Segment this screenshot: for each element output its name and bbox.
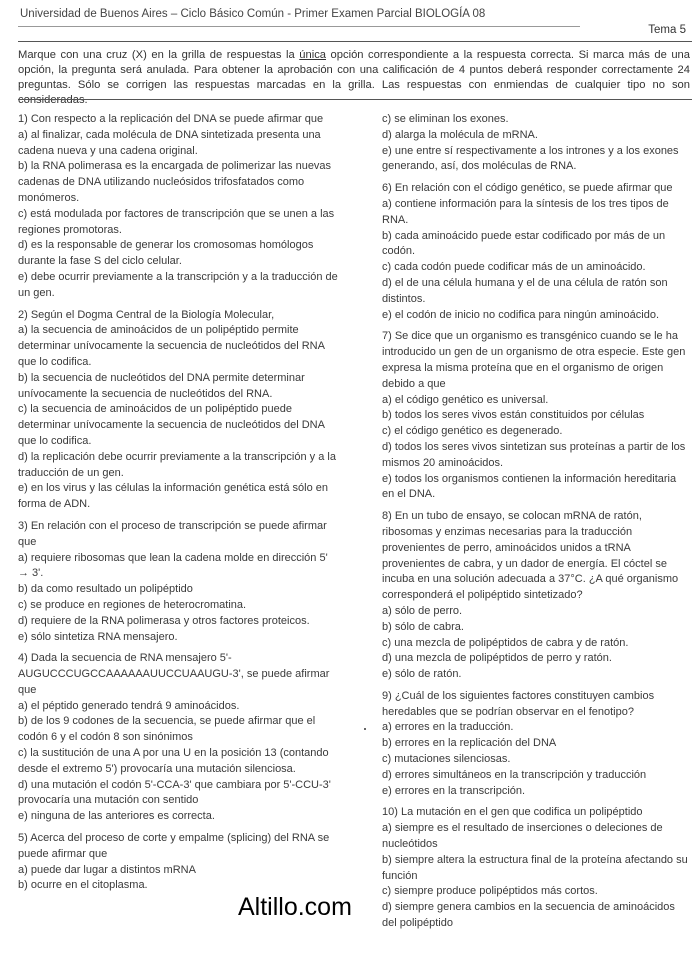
answer-option: b) siempre altera la estructura final de la proteína afectando su función (382, 853, 688, 882)
answer-option: e) todos los organismos contienen la información hereditaria en el DNA. (382, 472, 677, 501)
question-stem: 1) Con respecto a la replicación del DNA se puede afirmar que (18, 113, 324, 125)
question-block (382, 329, 688, 503)
answer-option: b) la secuencia de nucleótidos del DNA permite determinar unívocamente la secuencia de nucleótidos del RNA. (18, 371, 305, 400)
answer-option: e) ninguna de las anteriores es correcta. (18, 810, 215, 823)
answer-option: c) cada codón puede codificar más de un aminoácido. (382, 261, 646, 274)
answer-option: c) siempre produce polipéptidos más cortos. (382, 885, 598, 898)
question-stem: 8) En un tubo de ensayo, se colocan mRNA de ratón, ribosomas y enzimas necesarias para la traducción provenientes de perro, aminoácidos unidos a tRNA provenientes de cabra, y un dador de energía. El cóctel se incuba en una solución adecuada a 37°C. ¿A qué organismo corresponderá el polipéptido sintetizado? (382, 510, 679, 602)
question-stem: 2) Según el Dogma Central de la Biología Molecular, (18, 308, 275, 321)
question-block (18, 831, 340, 894)
header-divider (18, 41, 692, 42)
answer-option: c) está modulada por factores de transcripción que se unen a las regiones promotoras. (18, 207, 335, 236)
answer-option: e) sólo sintetiza RNA mensajero. (18, 630, 178, 643)
answer-option: e) en los virus y las células la información genética está sólo en forma de ADN. (18, 482, 328, 511)
answer-option: d) alarga la molécula de mRNA. (382, 128, 538, 141)
right-question-column (382, 112, 688, 938)
question-block (382, 805, 688, 931)
answer-option: a) requiere ribosomas que lean la cadena molde en dirección 5' → 3'. (18, 551, 328, 580)
question-block (18, 112, 340, 302)
answer-option: e) el codón de inicio no codifica para ningún aminoácido. (382, 308, 660, 321)
question-stem: 4) Dada la secuencia de RNA mensajero 5'-AUGUCCCUGCCAAAAAAUUCCUAAUGU-3', se puede afirmar que (18, 652, 330, 696)
question-stem: 3) En relación con el proceso de transcripción se puede afirmar que (18, 519, 327, 548)
answer-option: c) se produce en regiones de heterocromatina. (18, 598, 247, 611)
answer-option: a) errores en la traducción. (382, 721, 514, 734)
answer-option: b) da como resultado un polipéptido (18, 583, 193, 596)
answer-option: d) siempre genera cambios en la secuencia de aminoácidos del polipéptido (382, 901, 675, 930)
answer-option: e) sólo de ratón. (382, 668, 462, 681)
answer-option: d) una mezcla de polipéptidos de perro y ratón. (382, 652, 612, 665)
answer-option: b) todos los seres vivos están constituidos por células (382, 409, 645, 422)
question-stem: 6) En relación con el código genético, se puede afirmar que (382, 182, 673, 195)
question-stem: 9) ¿Cuál de los siguientes factores constituyen cambios heredables que se podrían observar en el fenotipo? (382, 689, 655, 718)
question-block (382, 112, 688, 175)
answer-option: b) de los 9 codones de la secuencia, se puede afirmar que el codón 6 y el codón 8 son sinónimos (18, 715, 316, 744)
header-divider-thin (18, 26, 580, 27)
answer-option: d) todos los seres vivos sintetizan sus proteínas a partir de los mismos 20 aminoácidos. (382, 440, 686, 469)
answer-option: b) cada aminoácido puede estar codificado por más de un codón. (382, 229, 666, 258)
answer-option: a) contiene información para la síntesis de los tres tipos de RNA. (382, 197, 669, 226)
answer-option: e) errores en la transcripción. (382, 784, 526, 797)
answer-option: a) el código genético es universal. (382, 393, 549, 406)
question-stem: 5) Acerca del proceso de corte y empalme (splicing) del RNA se puede afirmar que (18, 832, 330, 860)
question-block (382, 509, 688, 683)
scan-speck (364, 728, 366, 730)
answer-option: d) requiere de la RNA polimerasa y otros factores proteicos. (18, 614, 310, 627)
answer-option: b) sólo de cabra. (382, 620, 464, 633)
question-block (382, 181, 688, 323)
answer-option: a) puede dar lugar a distintos mRNA (18, 863, 196, 876)
question-stem: 7) Se dice que un organismo es transgénico cuando se le ha introducido un gen de un organismo de otra especie. Este gen expresa la misma proteína que en el organismo de origen debido a que (382, 330, 686, 390)
altillo-watermark: Altillo.com (238, 893, 352, 921)
answer-option: b) errores en la replicación del DNA (382, 737, 557, 750)
answer-option: b) la RNA polimerasa es la encargada de polimerizar las nuevas cadenas de DNA utilizando nucleósidos trifosfatados como monómeros. (18, 160, 332, 204)
instructions-emphasis: única (299, 49, 327, 61)
instructions-text-start: Marque con una cruz (X) en la grilla de respuestas la (18, 49, 300, 61)
answer-option: d) errores simultáneos en la transcripción y traducción (382, 768, 647, 781)
answer-option: c) mutaciones silenciosas. (382, 753, 511, 766)
answer-option: c) la secuencia de aminoácidos de un polipéptido puede determinar unívocamente la secuencia de nucleótidos del DNA que lo codifica. (18, 403, 325, 447)
question-block (18, 308, 340, 513)
answer-option: a) el péptido generado tendrá 9 aminoácidos. (18, 699, 240, 712)
instructions-text-end: opción correspondiente a la respuesta correcta. Si marca más de una opción, la pregunta será anulada. Para obtener la aprobación con una calificación de 4 puntos deberá responder correctamente 24 preguntas. Sólo se corrigen las respuestas marcadas en la grilla. Las respuestas con enmiendas de cualquier tipo no son consideradas. (18, 49, 690, 106)
answer-option: e) une entre sí respectivamente a los intrones y a los exones generando, así, dos moléculas de RNA. (382, 144, 679, 173)
left-question-column (18, 112, 340, 900)
answer-option: c) el código genético es degenerado. (382, 425, 563, 438)
answer-option: c) una mezcla de polipéptidos de cabra y de ratón. (382, 636, 629, 649)
question-block (382, 689, 688, 800)
answer-option: c) la sustitución de una A por una U en la posición 13 (contando desde el extremo 5') provocaría una mutación silenciosa. (18, 747, 329, 775)
exam-theme-label: Tema 5 (648, 24, 686, 36)
question-block (18, 519, 340, 645)
instructions-divider (18, 99, 692, 100)
answer-option: d) una mutación el codón 5'-CCA-3' que cambiara por 5'-CCU-3' provocaría una mutación con sentido (18, 778, 331, 807)
answer-option: a) la secuencia de aminoácidos de un polipéptido permite determinar unívocamente la secuencia de nucleótidos del RNA que lo codifica. (18, 324, 325, 368)
answer-option: e) debe ocurrir previamente a la transcripción y a la traducción de un gen. (18, 270, 338, 299)
answer-option: a) al finalizar, cada molécula de DNA sintetizada presenta una cadena nueva y una cadena original. (18, 128, 321, 157)
question-block (18, 651, 340, 825)
answer-option: c) se eliminan los exones. (382, 113, 509, 125)
answer-option: d) el de una célula humana y el de una célula de ratón son distintos. (382, 276, 668, 305)
answer-option: a) siempre es el resultado de inserciones o deleciones de nucleótidos (382, 822, 663, 851)
answer-option: a) sólo de perro. (382, 604, 463, 617)
question-stem: 10) La mutación en el gen que codifica un polipéptido (382, 806, 643, 819)
answer-option: b) ocurre en el citoplasma. (18, 879, 148, 892)
answer-option: d) es la responsable de generar los cromosomas homólogos durante la fase S del ciclo celular. (18, 239, 314, 268)
answer-option: d) la replicación debe ocurrir previamente a la transcripción y a la traducción de un gen. (18, 450, 336, 479)
exam-header-title: Universidad de Buenos Aires – Ciclo Básico Común - Primer Examen Parcial BIOLOGÍA 08 (20, 8, 486, 20)
